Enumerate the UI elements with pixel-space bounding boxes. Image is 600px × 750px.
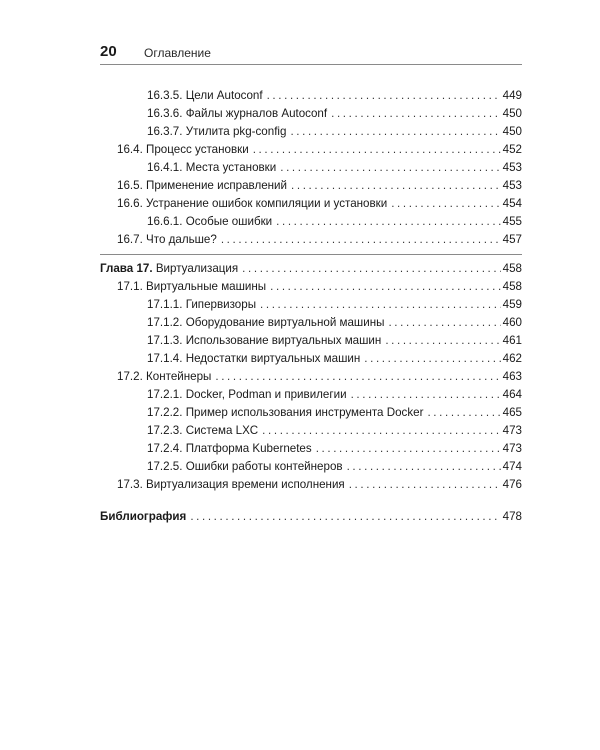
toc-entry[interactable]: 17.2.3. Система LXC . . . 473 <box>100 422 522 440</box>
toc-entry[interactable]: 17.3. Виртуализация времени исполнения . . . 476 <box>100 476 522 494</box>
spacer <box>100 494 522 508</box>
toc-entry[interactable]: 16.3.5. Цели Autoconf . . . 449 <box>100 87 522 105</box>
toc-entry[interactable]: 17.1.1. Гипервизоры . . . 459 <box>100 296 522 314</box>
toc-entry[interactable]: 16.3.6. Файлы журналов Autoconf . . . 450 <box>100 105 522 123</box>
toc-entry[interactable]: 17.2.4. Платформа Kubernetes . . . 473 <box>100 440 522 458</box>
toc-entry[interactable]: 17.1.2. Оборудование виртуальной машины . . . 460 <box>100 314 522 332</box>
table-of-contents <box>100 87 522 526</box>
toc-entry[interactable]: 17.2.5. Ошибки работы контейнеров . . . 474 <box>100 458 522 476</box>
page-number: 20 <box>100 43 117 60</box>
toc-entry[interactable]: 16.4. Процесс установки . . . 452 <box>100 141 522 159</box>
running-title: Оглавление <box>144 46 211 60</box>
toc-entry[interactable]: 16.4.1. Места установки . . . 453 <box>100 159 522 177</box>
toc-entry[interactable]: 16.6. Устранение ошибок компиляции и установки . . . 454 <box>100 195 522 213</box>
page-header <box>100 42 522 65</box>
toc-entry[interactable]: 16.7. Что дальше? . . . 457 <box>100 231 522 249</box>
toc-chapter-entry[interactable]: Глава 17. Виртуализация . . . 458 <box>100 260 522 278</box>
toc-entry[interactable]: 17.2.2. Пример использования инструмента Docker . . . 465 <box>100 404 522 422</box>
section-divider <box>100 254 522 255</box>
toc-entry[interactable]: 16.5. Применение исправлений . . . 453 <box>100 177 522 195</box>
toc-entry[interactable]: 16.3.7. Утилита pkg-config . . . 450 <box>100 123 522 141</box>
toc-entry[interactable]: 16.6.1. Особые ошибки . . . 455 <box>100 213 522 231</box>
toc-entry[interactable]: 17.2.1. Docker, Podman и привилегии . . . 464 <box>100 386 522 404</box>
toc-entry[interactable]: 17.1. Виртуальные машины . . . 458 <box>100 278 522 296</box>
toc-bibliography-entry[interactable]: Библиография . . . 478 <box>100 508 522 526</box>
toc-entry[interactable]: 17.2. Контейнеры . . . 463 <box>100 368 522 386</box>
toc-entry[interactable]: 17.1.3. Использование виртуальных машин . . . 461 <box>100 332 522 350</box>
toc-entry[interactable]: 17.1.4. Недостатки виртуальных машин . . . 462 <box>100 350 522 368</box>
